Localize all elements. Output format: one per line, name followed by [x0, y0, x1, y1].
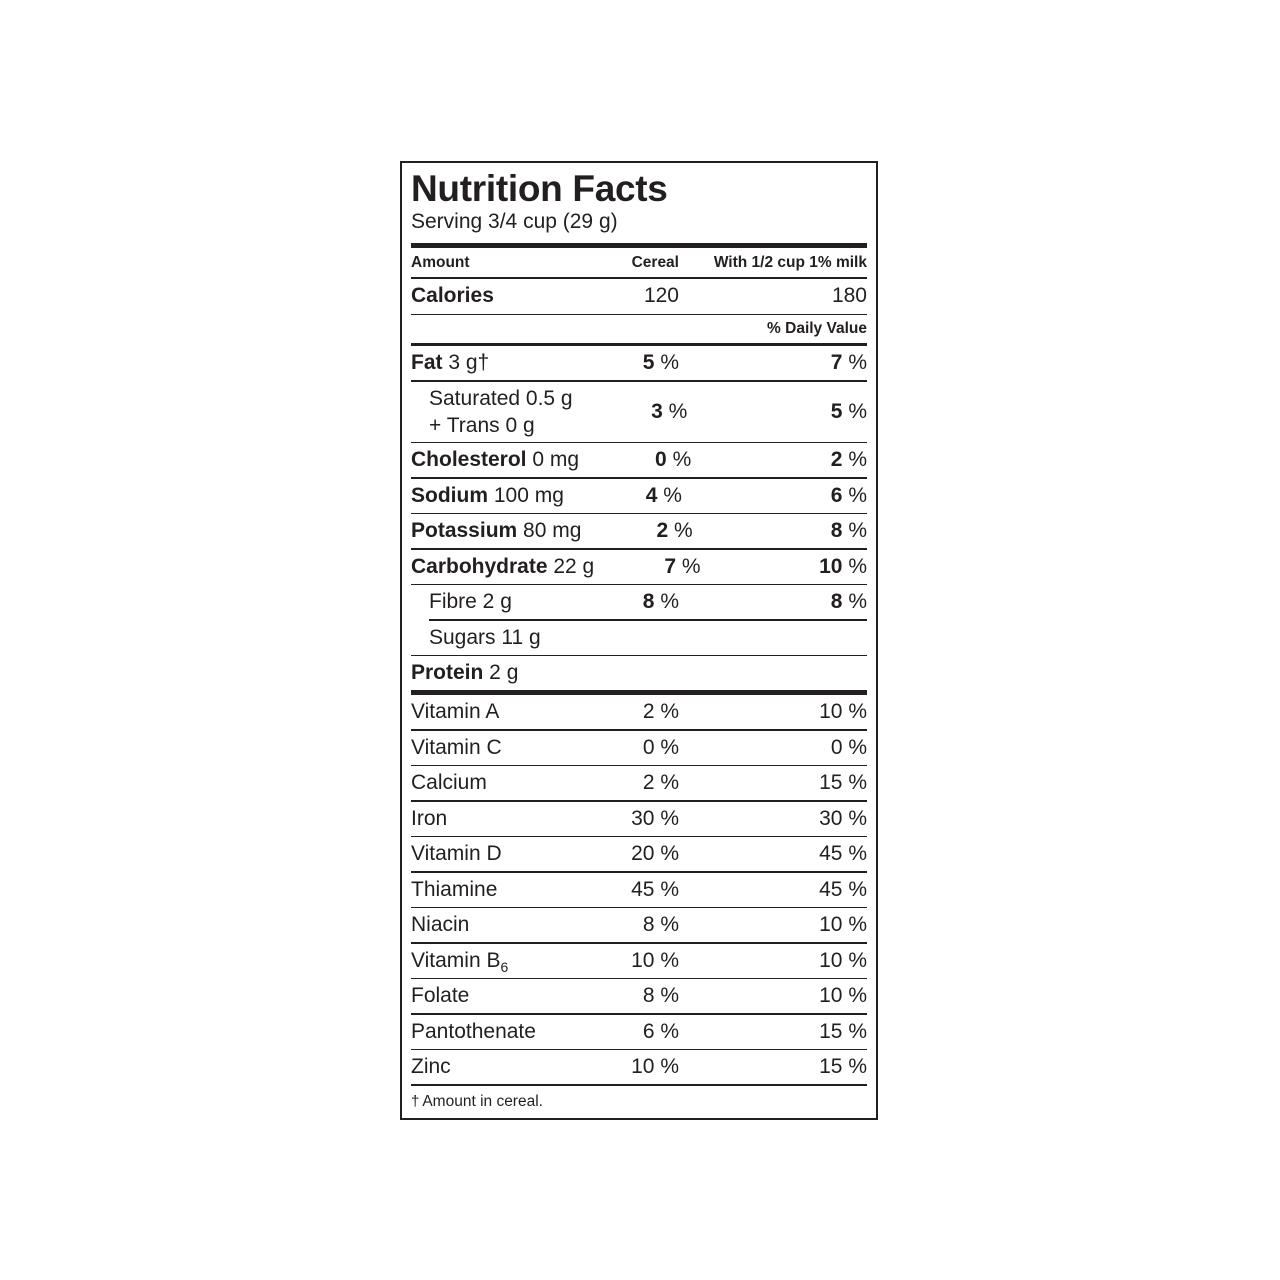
vitamin-name: Thiamine: [411, 877, 498, 901]
percent-sign: %: [842, 519, 867, 542]
calories-cereal: 120: [643, 284, 679, 307]
percent-sign: %: [842, 554, 867, 578]
milk-dv: 10 %: [819, 913, 867, 936]
cereal-dv: 10 %: [631, 948, 679, 972]
percent-sign: %: [842, 399, 867, 423]
calories-label: Calories: [411, 284, 494, 307]
milk-dv: 10 %: [819, 984, 867, 1007]
nutrient-name: Protein: [411, 661, 484, 684]
nutrient-row-fibre: [411, 585, 867, 619]
nutrient-amount: 80 mg: [517, 519, 582, 542]
vitamin-name: Folate: [411, 984, 470, 1007]
calories-with-milk: 180: [831, 284, 867, 307]
cereal-dv: 6 %: [642, 1019, 679, 1043]
milk-dv: 10: [819, 554, 843, 578]
cereal-dv: 8 %: [642, 913, 679, 936]
vitamin-name: Zinc: [411, 1055, 451, 1078]
percent-sign: %: [668, 519, 693, 542]
vitamin-name: Pantothenate: [411, 1019, 536, 1043]
percent-sign: %: [654, 590, 679, 613]
cereal-dv: 30 %: [631, 806, 679, 830]
nutrient-name-saturated: Saturated 0.5 g: [429, 386, 573, 410]
nutrient-amount: 22 g: [547, 554, 595, 578]
vitamin-row-thiamine: [411, 873, 867, 907]
cereal-dv: 10 %: [631, 1055, 679, 1078]
nutrient-name: Sugars 11 g: [429, 625, 541, 649]
nutrient-name: Fat: [411, 351, 443, 374]
cereal-dv: 8 %: [642, 984, 679, 1007]
milk-dv: 2: [830, 448, 843, 471]
percent-sign: %: [654, 351, 679, 374]
milk-dv: 45 %: [819, 842, 867, 865]
nutrient-row-protein: [411, 656, 867, 690]
vitamin-row-zinc: [411, 1050, 867, 1084]
nutrient-amount: 100 mg: [488, 483, 564, 507]
cereal-dv: 4: [645, 483, 658, 507]
cereal-header: Cereal: [631, 253, 679, 271]
subscript: 6: [500, 958, 509, 975]
milk-dv: 15 %: [819, 1055, 867, 1078]
cereal-dv: 0: [655, 448, 667, 471]
milk-dv: 15 %: [819, 1019, 867, 1043]
nutrient-name: Sodium: [411, 483, 488, 507]
nutrient-row-sugars: [411, 621, 867, 655]
with-milk-header: With 1/2 cup 1% milk: [713, 253, 867, 271]
milk-dv: 45 %: [819, 877, 867, 901]
nutrient-amount: 0 mg: [526, 448, 580, 471]
milk-dv: 8: [830, 519, 843, 542]
vitamin-row-vitamin-a: [411, 695, 867, 729]
nutrient-row-sodium: [411, 479, 867, 513]
cereal-dv: 0 %: [642, 735, 679, 759]
nutrient-name: Fibre 2 g: [429, 590, 512, 613]
vitamin-name: Vitamin D: [411, 842, 502, 865]
nutrient-name-trans: + Trans 0 g: [429, 413, 535, 437]
vitamin-row-iron: [411, 802, 867, 836]
dagger-symbol: †: [411, 1093, 420, 1110]
vitamin-row-pantothenate: [411, 1015, 867, 1049]
vitamin-row-vitamin-b6: [411, 944, 867, 978]
vitamin-row-vitamin-c: [411, 731, 867, 765]
vitamin-row-vitamin-d: [411, 837, 867, 871]
cereal-dv: 3: [651, 399, 663, 423]
nutrient-amount: 2 g: [483, 661, 519, 684]
nutrient-row-fat: [411, 346, 867, 380]
nutrient-name: Cholesterol: [411, 448, 527, 471]
vitamin-name: Vitamin A: [411, 700, 500, 723]
daily-value-row: [411, 315, 867, 343]
cereal-dv: 45 %: [631, 877, 679, 901]
column-header-row: [411, 248, 867, 277]
footnote: [411, 1086, 867, 1118]
nutrient-row-potassium: [411, 514, 867, 548]
label-content: [411, 163, 867, 1118]
milk-dv: 10 %: [819, 948, 867, 972]
milk-dv: 7: [830, 351, 843, 374]
serving-size: Serving 3/4 cup (29 g): [411, 210, 618, 233]
milk-dv: 30 %: [819, 806, 867, 830]
percent-sign: %: [666, 448, 692, 471]
vitamin-name: Vitamin C: [411, 735, 502, 759]
vitamin-row-niacin: [411, 908, 867, 942]
cereal-dv: 2 %: [642, 771, 679, 794]
milk-dv: 8: [830, 590, 843, 613]
vitamin-name: Niacin: [411, 913, 470, 936]
label-title: Nutrition Facts: [411, 168, 668, 209]
percent-sign: %: [662, 399, 688, 423]
vitamin-name-text: Vitamin B: [411, 948, 501, 972]
nutrition-facts-label: [400, 161, 878, 1120]
cereal-dv: 8: [642, 590, 655, 613]
percent-sign: %: [842, 351, 867, 374]
amount-header: Amount: [411, 253, 470, 271]
footnote-text: Amount in cereal.: [422, 1092, 543, 1110]
calories-row: [411, 279, 867, 314]
cereal-dv: 2 %: [642, 700, 679, 723]
percent-sign: %: [676, 554, 701, 578]
cereal-dv: 5: [642, 351, 655, 374]
nutrient-name: Carbohydrate: [411, 554, 548, 578]
milk-dv: 6: [830, 483, 843, 507]
percent-sign: %: [842, 448, 867, 471]
vitamin-name: [411, 949, 559, 973]
percent-sign: %: [842, 590, 867, 613]
milk-dv: 15 %: [819, 771, 867, 794]
daily-value-label: % Daily Value: [767, 320, 867, 337]
vitamin-name: Calcium: [411, 771, 487, 794]
vitamin-row-calcium: [411, 766, 867, 800]
nutrient-row-cholesterol: [411, 443, 867, 477]
nutrient-row-saturated-trans: [411, 382, 867, 442]
nutrient-row-carbohydrate: [411, 550, 867, 584]
milk-dv: 0 %: [830, 735, 867, 759]
percent-sign: %: [657, 483, 682, 507]
cereal-dv: 7: [664, 554, 676, 578]
cereal-dv: 2: [656, 519, 669, 542]
milk-dv: 10 %: [819, 700, 867, 723]
nutrient-amount: 3 g†: [442, 351, 490, 374]
vitamin-name: Iron: [411, 806, 448, 830]
cereal-dv: 20 %: [631, 842, 679, 865]
milk-dv: 5: [830, 399, 843, 423]
percent-sign: %: [842, 483, 867, 507]
vitamin-row-folate: [411, 979, 867, 1013]
nutrient-name: Potassium: [411, 519, 518, 542]
